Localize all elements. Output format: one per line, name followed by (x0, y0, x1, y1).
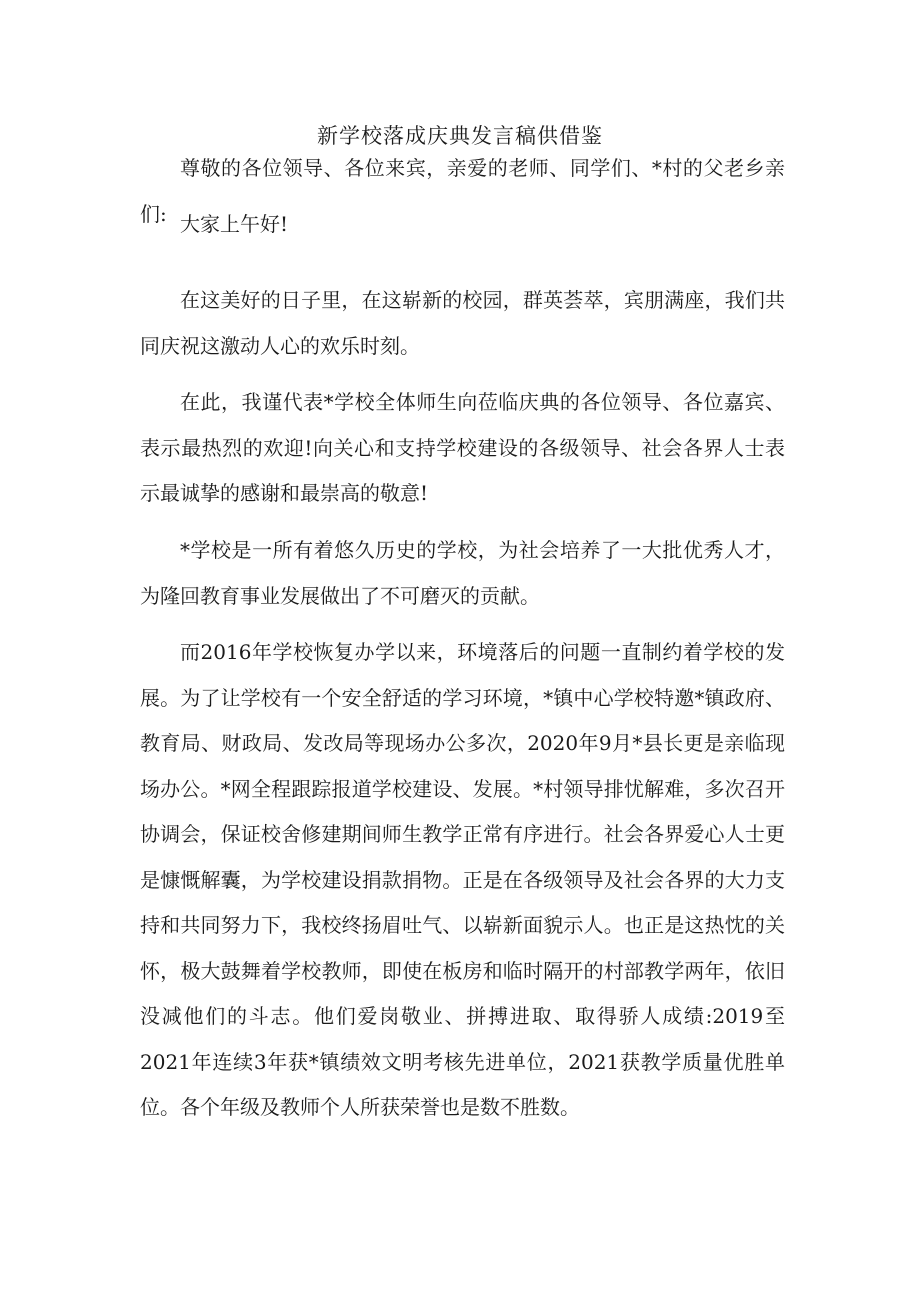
body-paragraph: 而2016年学校恢复办学以来，环境落后的问题一直制约着学校的发展。为了让学校有一个安全舒适的学习环境，*镇中心学校特邀*镇政府、教育局、财政局、发改局等现场办公多次，2020年9月*县长更是亲临现场办公。*网全程跟踪报道学校建设、发展。*村领导排忧解难，多次召开协调会，保证校舍修建期间师生教学正常有序进行。社会各界爱心人士更是慷慨解囊，为学校建设捐款捐物。正是在各级领导及社会各界的大力支持和共同努力下，我校终扬眉吐气、以崭新面貌示人。也正是这热忱的关怀，极大鼓舞着学校教师，即使在板房和临时隔开的村部教学两年，依旧没减他们的斗志。他们爱岗敬业、拼搏进取、取得骄人成绩:2019至2021年连续3年获*镇绩效文明考核先进单位，2021获教学质量优胜单位。各个年级及教师个人所获荣誉也是数不胜数。 (140, 640, 785, 1119)
greeting-paragraph: 尊敬的各位领导、各位来宾，亲爱的老师、同学们、*村的父老乡亲们: (140, 156, 785, 226)
body-paragraph: *学校是一所有着悠久历史的学校，为社会培养了一大批优秀人才，为隆回教育事业发展做出了不可磨灭的贡献。 (140, 538, 785, 608)
hello-paragraph: 大家上午好! (180, 212, 289, 236)
document-title: 新学校落成庆典发言稿供借鉴 (317, 124, 603, 148)
body-paragraph: 在此，我谨代表*学校全体师生向莅临庆典的各位领导、各位嘉宾、表示最热烈的欢迎!向关心和支持学校建设的各级领导、社会各界人士表示最诚挚的感谢和最崇高的敬意! (140, 390, 785, 505)
body-paragraph: 在这美好的日子里，在这崭新的校园，群英荟萃，宾朋满座，我们共同庆祝这激动人心的欢乐时刻。 (140, 288, 785, 358)
